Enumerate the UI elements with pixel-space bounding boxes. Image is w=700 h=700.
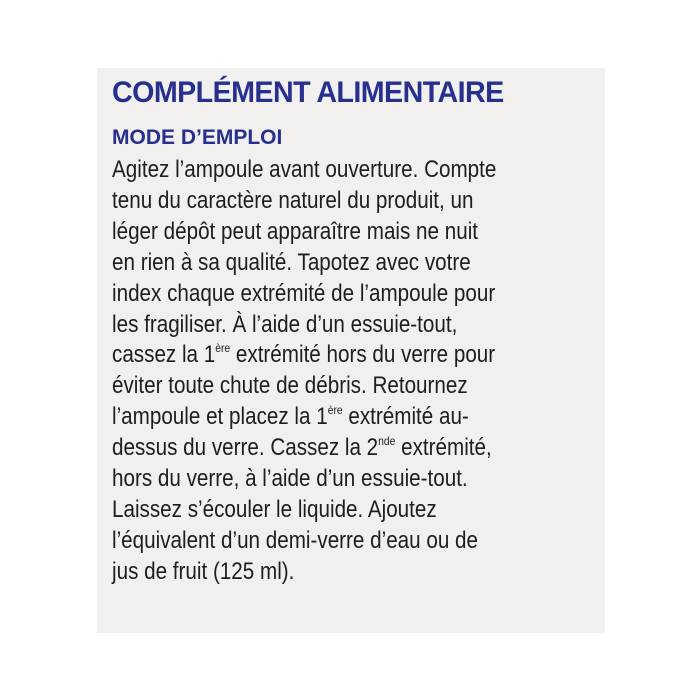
instruction-line: léger dépôt peut apparaître mais ne nuit [112,217,479,245]
instruction-line: éviter toute chute de débris. Retournez [112,372,468,400]
section-title: MODE D’EMPLOI [112,126,283,149]
label-title: COMPLÉMENT ALIMENTAIRE [112,76,504,109]
instruction-line [112,433,525,464]
instruction-line [112,340,525,371]
line-text: extrémité hors du verre pour [230,341,496,369]
instruction-line: index chaque extrémité de l’ampoule pour [112,279,496,307]
instructions-text [112,155,592,588]
line-text: extrémité, [395,434,492,462]
instruction-line [112,402,525,433]
instruction-line: l’équivalent d’un demi-verre d’eau ou de [112,526,479,554]
line-text: dessus du verre. Cassez la 2 [112,434,379,462]
instruction-line: les fragiliser. À l’aide d’un essuie-tout, [112,310,458,338]
line-text: cassez la 1 [112,341,216,369]
line-text: extrémité au- [342,403,469,431]
instruction-line: tenu du caractère naturel du produit, un [112,186,474,214]
instruction-line: jus de fruit (125 ml). [112,557,295,585]
ordinal-superscript: ère [215,341,231,356]
instruction-line: hors du verre, à l’aide d’un essuie-tout. [112,465,468,493]
instruction-line: en rien à sa qualité. Tapotez avec votre [112,248,471,276]
instruction-line: Laissez s’écouler le liquide. Ajoutez [112,495,437,523]
ordinal-superscript: nde [378,434,396,449]
line-text: l’ampoule et placez la 1 [112,403,328,431]
instruction-line: Agitez l’ampoule avant ouverture. Compte [112,156,497,183]
ordinal-superscript: ère [327,403,343,418]
